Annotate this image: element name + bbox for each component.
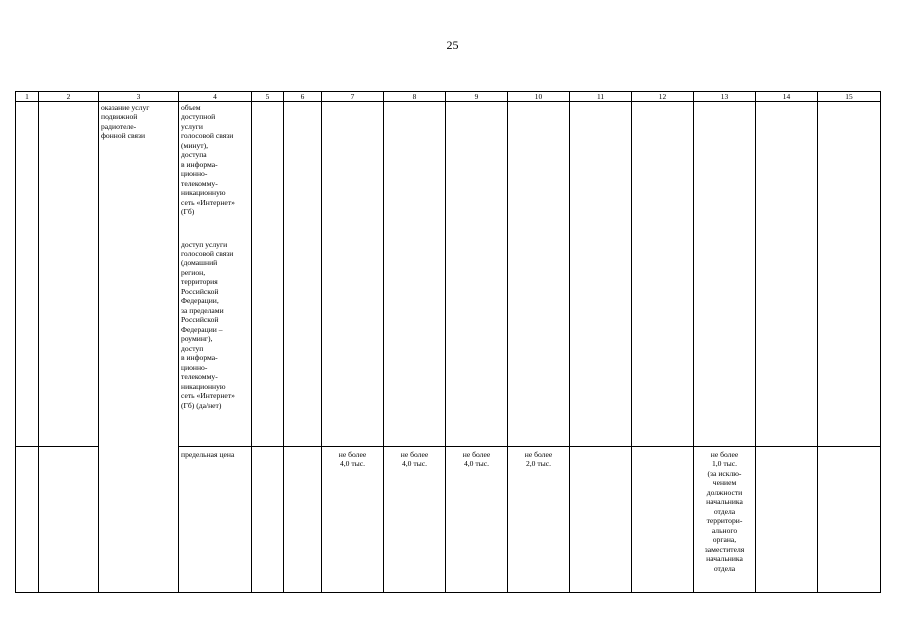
price-cell-col7: не более 4,0 тыс. [322,447,384,593]
table-cell [632,447,694,593]
table-cell [39,447,99,593]
table-cell [252,102,284,447]
service-name-cell: оказание услуг подвижной радиотеле- фонной связи [99,102,179,447]
header-cell: 12 [632,92,694,102]
header-cell: 10 [508,92,570,102]
header-cell: 1 [16,92,39,102]
table-cell [756,102,818,447]
header-cell: 9 [446,92,508,102]
header-cell: 11 [570,92,632,102]
table-cell [570,102,632,447]
table-cell [446,102,508,447]
table-cell [322,102,384,447]
table-cell [39,102,99,447]
table-cell [16,447,39,593]
table-cell [818,447,881,593]
table-cell [570,447,632,593]
table-cell [756,447,818,593]
table-cell [632,102,694,447]
header-cell: 8 [384,92,446,102]
price-cell-col13: не более 1,0 тыс. (за исклю- чением должности начальника отдела территори- ального органа, заместителя начальника отдела [694,447,756,593]
page-number: 25 [446,38,459,52]
table-cell [16,102,39,447]
header-cell: 5 [252,92,284,102]
header-row [16,92,881,102]
table-cell [508,102,570,447]
table-row [16,102,881,239]
param-volume-cell: объем доступной услуги голосовой связи (минут), доступа в информа- ционно- телекомму- никационную сеть «Интернет» (Гб) [179,102,252,239]
table-cell [818,102,881,447]
header-cell: 13 [694,92,756,102]
table-cell [99,447,179,593]
price-cell-col9: не более 4,0 тыс. [446,447,508,593]
header-cell: 14 [756,92,818,102]
header-cell: 2 [39,92,99,102]
header-cell: 4 [179,92,252,102]
table-row [16,447,881,593]
table-cell [284,447,322,593]
header-cell: 3 [99,92,179,102]
price-cell-col8: не более 4,0 тыс. [384,447,446,593]
param-access-cell: доступ услуги голосовой связи (домашний регион, территория Российской Федерации, за пределами Российской Федерации – роуминг), доступ в информа- ционно- телекомму- никационную сеть «Интернет» (Гб) (да/нет) [179,239,252,447]
requirements-table [15,91,881,593]
header-cell: 15 [818,92,881,102]
table-cell [252,447,284,593]
price-cell-col10: не более 2,0 тыс. [508,447,570,593]
table-cell [384,102,446,447]
header-cell: 7 [322,92,384,102]
param-price-cell: предельная цена [179,447,252,593]
table-cell [694,102,756,447]
table-cell [284,102,322,447]
header-cell: 6 [284,92,322,102]
